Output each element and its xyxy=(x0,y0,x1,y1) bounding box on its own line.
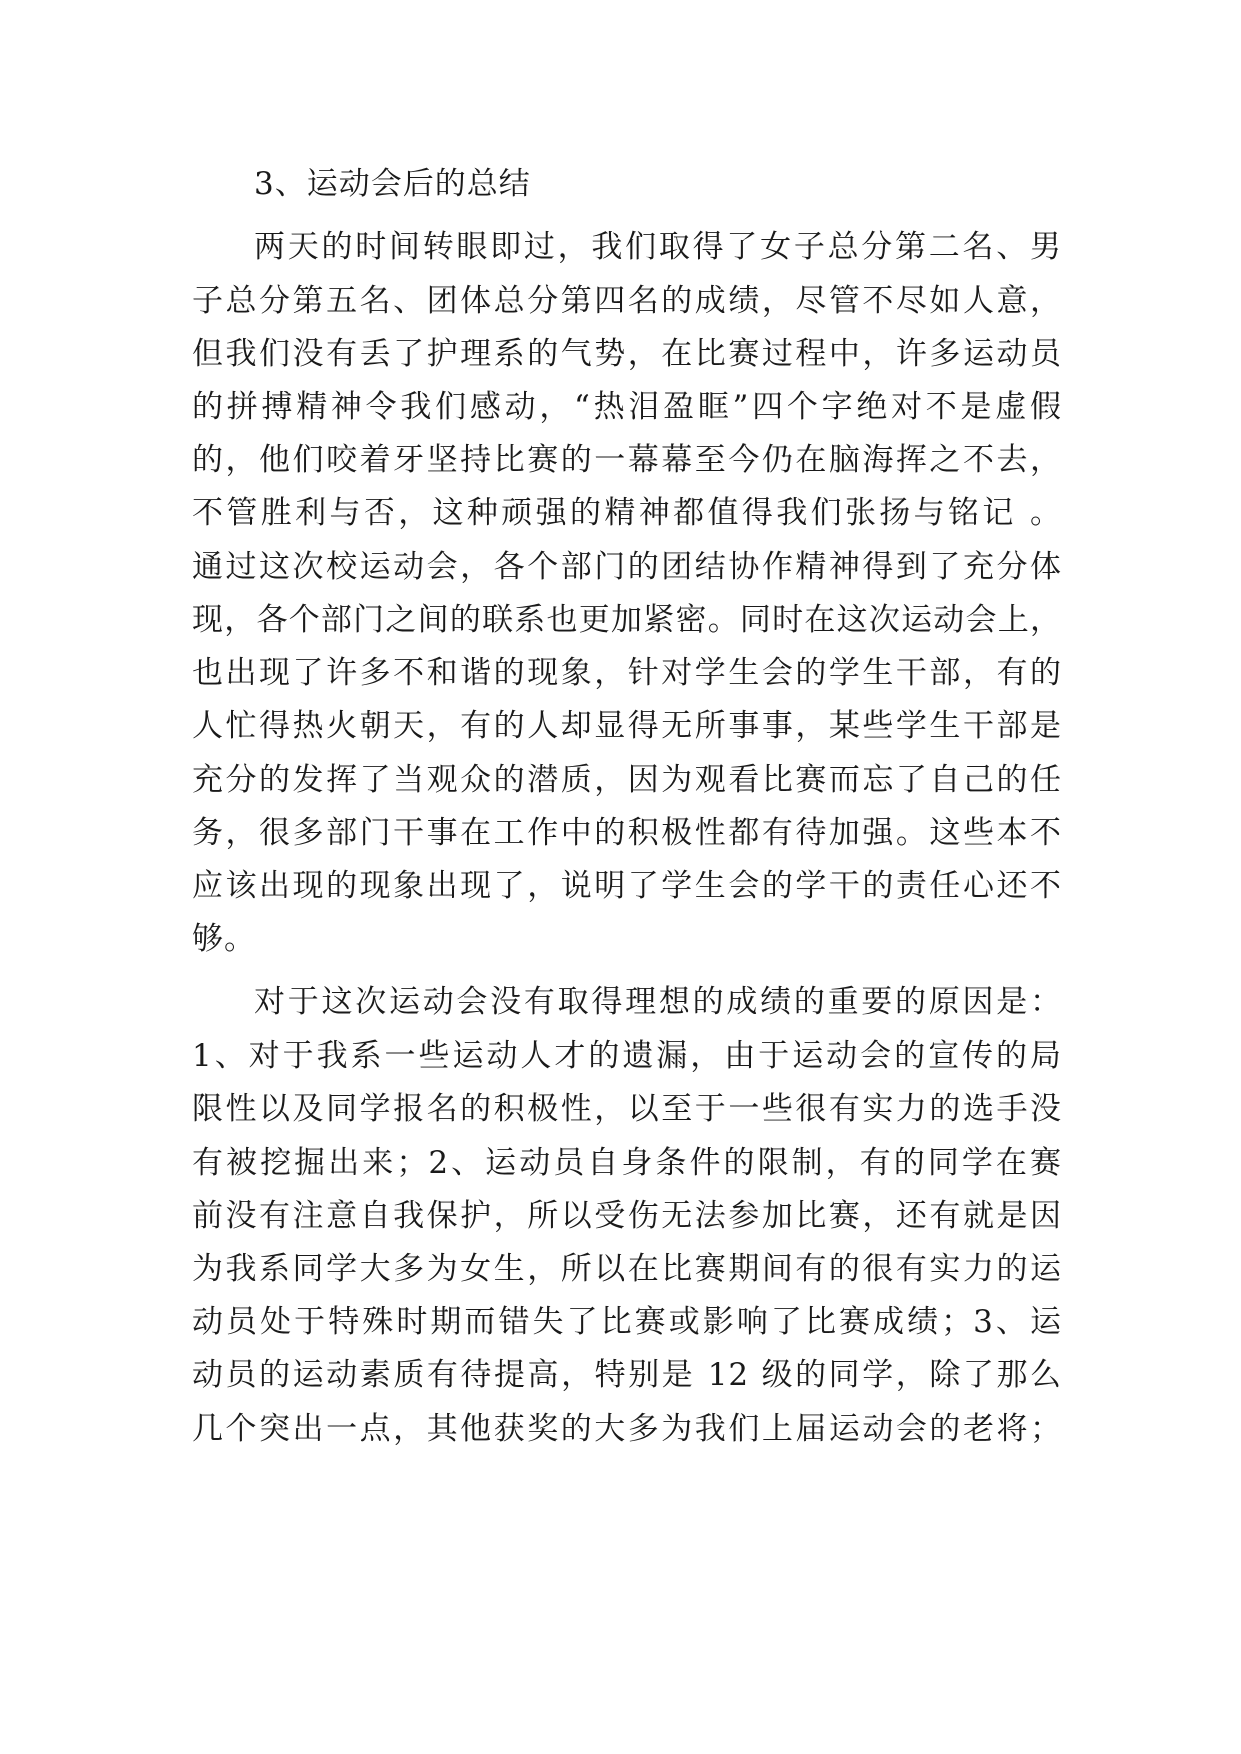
text-line: 人忙得热火朝天，有的人却显得无所事事，某些学生干部是 xyxy=(192,708,1062,744)
text-line: 1、对于我系一些运动人才的遗漏，由于运动会的宣传的局 xyxy=(192,1038,1062,1074)
text-line: 动员处于特殊时期而错失了比赛或影响了比赛成绩；3、运 xyxy=(192,1304,1062,1340)
text-line: 两天的时间转眼即过，我们取得了女子总分第二名、男 xyxy=(254,229,1062,265)
text-line: 充分的发挥了当观众的潜质，因为观看比赛而忘了自己的任 xyxy=(192,762,1062,798)
text-line: 够。 xyxy=(192,921,256,957)
text-line: 有被挖掘出来；2、运动员自身条件的限制，有的同学在赛 xyxy=(192,1145,1062,1181)
text-line: 应该出现的现象出现了，说明了学生会的学干的责任心还不 xyxy=(192,868,1062,904)
text-line: 对于这次运动会没有取得理想的成绩的重要的原因是： xyxy=(254,984,1062,1020)
text-line: 现，各个部门之间的联系也更加紧密。同时在这次运动会上， xyxy=(192,602,1062,638)
text-line: 前没有注意自我保护，所以受伤无法参加比赛，还有就是因 xyxy=(192,1198,1062,1234)
text-line: 的，他们咬着牙坚持比赛的一幕幕至今仍在脑海挥之不去， xyxy=(192,442,1062,478)
text-line: 的拼搏精神令我们感动，“热泪盈眶”四个字绝对不是虚假 xyxy=(192,389,1062,425)
text-line: 但我们没有丢了护理系的气势，在比赛过程中，许多运动员 xyxy=(192,336,1062,372)
text-line: 务，很多部门干事在工作中的积极性都有待加强。这些本不 xyxy=(192,815,1062,851)
text-line: 通过这次校运动会，各个部门的团结协作精神得到了充分体 xyxy=(192,549,1062,585)
text-line: 限性以及同学报名的积极性，以至于一些很有实力的选手没 xyxy=(192,1091,1062,1127)
section-heading: 3、运动会后的总结 xyxy=(254,166,531,202)
text-line: 动员的运动素质有待提高，特别是 12 级的同学，除了那么 xyxy=(192,1357,1062,1393)
text-line: 也出现了许多不和谐的现象，针对学生会的学生干部，有的 xyxy=(192,655,1062,691)
text-line: 子总分第五名、团体总分第四名的成绩，尽管不尽如人意， xyxy=(192,283,1062,319)
text-line: 几个突出一点，其他获奖的大多为我们上届运动会的老将； xyxy=(192,1411,1062,1447)
text-line: 为我系同学大多为女生，所以在比赛期间有的很有实力的运 xyxy=(192,1251,1062,1287)
text-line: 不管胜利与否，这种顽强的精神都值得我们张扬与铭记 。 xyxy=(192,495,1062,531)
